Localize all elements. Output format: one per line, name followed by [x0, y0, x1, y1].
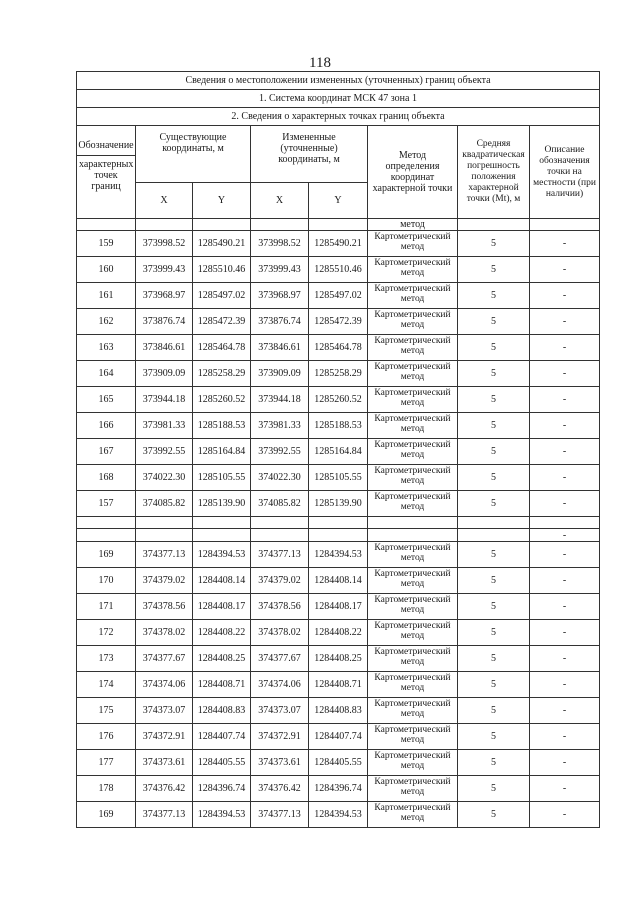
description-cell: -	[530, 646, 600, 672]
table-row	[77, 387, 600, 413]
existing-x: 374022.30	[136, 465, 193, 491]
changed-x: 374372.91	[251, 724, 309, 750]
changed-y: 1285472.39	[309, 309, 368, 335]
existing-y: 1285497.02	[193, 283, 251, 309]
existing-y: 1284396.74	[193, 776, 251, 802]
point-number: 169	[77, 542, 136, 568]
existing-y: 1284408.71	[193, 672, 251, 698]
changed-x: 373992.55	[251, 439, 309, 465]
changed-y: 1285105.55	[309, 465, 368, 491]
existing-y: 1285258.29	[193, 361, 251, 387]
changed-x: 374377.13	[251, 802, 309, 828]
method-cell: Картометрический метод	[368, 335, 458, 361]
boundary-points-table	[76, 71, 600, 828]
point-number: 161	[77, 283, 136, 309]
changed-y: 1284408.71	[309, 672, 368, 698]
changed-y: 1285139.90	[309, 491, 368, 517]
changed-y: 1284408.22	[309, 620, 368, 646]
existing-y: 1284408.22	[193, 620, 251, 646]
table-row	[77, 335, 600, 361]
table-title: Сведения о местоположении измененных (уточненных) границ объекта	[77, 72, 600, 90]
point-number: 174	[77, 672, 136, 698]
table-row	[77, 231, 600, 257]
header-existing-y: Y	[193, 183, 251, 219]
accuracy-cell: 5	[458, 465, 530, 491]
changed-y: 1285510.46	[309, 257, 368, 283]
accuracy-cell: 5	[458, 413, 530, 439]
gap-row	[77, 517, 600, 529]
changed-y: 1285464.78	[309, 335, 368, 361]
changed-y: 1285164.84	[309, 439, 368, 465]
point-number: 173	[77, 646, 136, 672]
table-row	[77, 283, 600, 309]
accuracy-cell: 5	[458, 750, 530, 776]
table-row	[77, 620, 600, 646]
description-cell: -	[530, 724, 600, 750]
changed-y: 1284408.14	[309, 568, 368, 594]
changed-x: 374379.02	[251, 568, 309, 594]
header-existing-x: X	[136, 183, 193, 219]
existing-x: 373998.52	[136, 231, 193, 257]
existing-x: 373909.09	[136, 361, 193, 387]
changed-x: 374376.42	[251, 776, 309, 802]
point-number: 166	[77, 413, 136, 439]
point-number: 163	[77, 335, 136, 361]
method-cell: Картометрический метод	[368, 646, 458, 672]
method-cell: Картометрический метод	[368, 309, 458, 335]
existing-x: 373944.18	[136, 387, 193, 413]
table-row	[77, 698, 600, 724]
changed-x: 374085.82	[251, 491, 309, 517]
changed-y: 1284408.83	[309, 698, 368, 724]
header-changed-x: X	[251, 183, 309, 219]
description-cell: -	[530, 283, 600, 309]
existing-y: 1285464.78	[193, 335, 251, 361]
existing-y: 1284408.25	[193, 646, 251, 672]
method-cell: Картометрический метод	[368, 231, 458, 257]
changed-y: 1285188.53	[309, 413, 368, 439]
changed-y: 1285258.29	[309, 361, 368, 387]
accuracy-cell: 5	[458, 724, 530, 750]
stray-method-text: метод	[368, 219, 458, 231]
existing-x: 374379.02	[136, 568, 193, 594]
header-method: Метод определения координат характерной точки	[368, 126, 458, 219]
method-cell: Картометрический метод	[368, 724, 458, 750]
changed-x: 374373.07	[251, 698, 309, 724]
changed-y: 1284396.74	[309, 776, 368, 802]
point-number: 170	[77, 568, 136, 594]
method-cell: Картометрический метод	[368, 568, 458, 594]
table-row	[77, 491, 600, 517]
existing-x: 373876.74	[136, 309, 193, 335]
changed-x: 373999.43	[251, 257, 309, 283]
method-cell: Картометрический метод	[368, 594, 458, 620]
method-cell: Картометрический метод	[368, 283, 458, 309]
existing-x: 373981.33	[136, 413, 193, 439]
description-cell: -	[530, 750, 600, 776]
existing-y: 1285472.39	[193, 309, 251, 335]
changed-x: 373968.97	[251, 283, 309, 309]
accuracy-cell: 5	[458, 698, 530, 724]
method-cell: Картометрический метод	[368, 413, 458, 439]
changed-x: 374377.13	[251, 542, 309, 568]
changed-y: 1285260.52	[309, 387, 368, 413]
existing-x: 374377.67	[136, 646, 193, 672]
table-row	[77, 802, 600, 828]
changed-x: 374373.61	[251, 750, 309, 776]
description-cell: -	[530, 620, 600, 646]
existing-y: 1284394.53	[193, 542, 251, 568]
page-number: 118	[309, 55, 331, 71]
point-number: 171	[77, 594, 136, 620]
changed-x: 373909.09	[251, 361, 309, 387]
changed-y: 1284408.25	[309, 646, 368, 672]
description-cell: -	[530, 802, 600, 828]
description-cell: -	[530, 309, 600, 335]
existing-y: 1285510.46	[193, 257, 251, 283]
description-cell: -	[530, 387, 600, 413]
changed-x: 373981.33	[251, 413, 309, 439]
existing-x: 374372.91	[136, 724, 193, 750]
table-row	[77, 413, 600, 439]
accuracy-cell: 5	[458, 491, 530, 517]
method-cell: Картометрический метод	[368, 257, 458, 283]
table-row	[77, 594, 600, 620]
changed-x: 374378.02	[251, 620, 309, 646]
table-row	[77, 542, 600, 568]
changed-x: 374374.06	[251, 672, 309, 698]
changed-x: 373944.18	[251, 387, 309, 413]
existing-x: 374085.82	[136, 491, 193, 517]
header-description: Описание обозначения точки на местности (при наличии)	[530, 126, 600, 219]
method-cell: Картометрический метод	[368, 802, 458, 828]
description-cell: -	[530, 257, 600, 283]
table-row	[77, 257, 600, 283]
changed-y: 1284405.55	[309, 750, 368, 776]
existing-y: 1284408.17	[193, 594, 251, 620]
point-number: 172	[77, 620, 136, 646]
description-cell: -	[530, 231, 600, 257]
point-number: 160	[77, 257, 136, 283]
changed-y: 1284407.74	[309, 724, 368, 750]
accuracy-cell: 5	[458, 361, 530, 387]
point-number: 157	[77, 491, 136, 517]
existing-x: 374378.02	[136, 620, 193, 646]
table-row	[77, 465, 600, 491]
existing-y: 1285105.55	[193, 465, 251, 491]
changed-y: 1285490.21	[309, 231, 368, 257]
table-row	[77, 439, 600, 465]
changed-x: 373846.61	[251, 335, 309, 361]
table-row	[77, 750, 600, 776]
point-number: 159	[77, 231, 136, 257]
existing-y: 1284394.53	[193, 802, 251, 828]
changed-x: 373998.52	[251, 231, 309, 257]
method-cell: Картометрический метод	[368, 387, 458, 413]
existing-x: 374377.13	[136, 542, 193, 568]
accuracy-cell: 5	[458, 646, 530, 672]
accuracy-cell: 5	[458, 594, 530, 620]
existing-y: 1285139.90	[193, 491, 251, 517]
accuracy-cell: 5	[458, 802, 530, 828]
existing-x: 374373.07	[136, 698, 193, 724]
changed-y: 1284394.53	[309, 542, 368, 568]
accuracy-cell: 5	[458, 309, 530, 335]
method-cell: Картометрический метод	[368, 439, 458, 465]
description-cell: -	[530, 465, 600, 491]
method-cell: Картометрический метод	[368, 620, 458, 646]
table-row	[77, 309, 600, 335]
point-number: 176	[77, 724, 136, 750]
table-row	[77, 361, 600, 387]
existing-x: 373968.97	[136, 283, 193, 309]
description-cell: -	[530, 439, 600, 465]
accuracy-cell: 5	[458, 620, 530, 646]
gap-dash: -	[530, 529, 600, 542]
description-cell: -	[530, 335, 600, 361]
point-number: 167	[77, 439, 136, 465]
header-designation-bottom: характерных точек границ	[79, 159, 134, 192]
method-cell: Картометрический метод	[368, 491, 458, 517]
table-row	[77, 672, 600, 698]
existing-x: 374378.56	[136, 594, 193, 620]
existing-x: 374373.61	[136, 750, 193, 776]
point-number: 168	[77, 465, 136, 491]
point-number: 175	[77, 698, 136, 724]
header-designation-top: Обозначение	[77, 138, 135, 156]
existing-x: 373999.43	[136, 257, 193, 283]
description-cell: -	[530, 776, 600, 802]
header-changed-y: Y	[309, 183, 368, 219]
description-cell: -	[530, 672, 600, 698]
existing-x: 373992.55	[136, 439, 193, 465]
description-cell: -	[530, 361, 600, 387]
changed-x: 373876.74	[251, 309, 309, 335]
coordinate-system: 1. Система координат МСК 47 зона 1	[77, 90, 600, 108]
description-cell: -	[530, 491, 600, 517]
header-designation	[77, 126, 136, 219]
accuracy-cell: 5	[458, 335, 530, 361]
method-cell: Картометрический метод	[368, 750, 458, 776]
changed-x: 374378.56	[251, 594, 309, 620]
accuracy-cell: 5	[458, 257, 530, 283]
existing-x: 374374.06	[136, 672, 193, 698]
accuracy-cell: 5	[458, 776, 530, 802]
existing-y: 1284408.14	[193, 568, 251, 594]
header-changed: Измененные (уточненные) координаты, м	[251, 126, 368, 183]
accuracy-cell: 5	[458, 568, 530, 594]
point-number: 178	[77, 776, 136, 802]
existing-y: 1285188.53	[193, 413, 251, 439]
header-existing: Существующие координаты, м	[136, 126, 251, 183]
existing-y: 1285490.21	[193, 231, 251, 257]
accuracy-cell: 5	[458, 542, 530, 568]
gap-row	[77, 529, 600, 542]
header-accuracy: Средняя квадратическая погрешность положения характерной точки (Mt), м	[458, 126, 530, 219]
description-cell: -	[530, 594, 600, 620]
accuracy-cell: 5	[458, 231, 530, 257]
method-cell: Картометрический метод	[368, 698, 458, 724]
table-row	[77, 776, 600, 802]
point-number: 162	[77, 309, 136, 335]
point-number: 169	[77, 802, 136, 828]
table-row	[77, 646, 600, 672]
existing-x: 374376.42	[136, 776, 193, 802]
existing-y: 1284408.83	[193, 698, 251, 724]
existing-y: 1284407.74	[193, 724, 251, 750]
changed-x: 374022.30	[251, 465, 309, 491]
accuracy-cell: 5	[458, 387, 530, 413]
existing-y: 1285260.52	[193, 387, 251, 413]
changed-y: 1284394.53	[309, 802, 368, 828]
existing-x: 373846.61	[136, 335, 193, 361]
points-section-title: 2. Сведения о характерных точках границ объекта	[77, 108, 600, 126]
description-cell: -	[530, 542, 600, 568]
point-number: 165	[77, 387, 136, 413]
method-cell: Картометрический метод	[368, 465, 458, 491]
changed-x: 374377.67	[251, 646, 309, 672]
method-cell: Картометрический метод	[368, 776, 458, 802]
accuracy-cell: 5	[458, 672, 530, 698]
method-cell: Картометрический метод	[368, 672, 458, 698]
existing-x: 374377.13	[136, 802, 193, 828]
accuracy-cell: 5	[458, 283, 530, 309]
table-row	[77, 568, 600, 594]
existing-y: 1285164.84	[193, 439, 251, 465]
point-number: 177	[77, 750, 136, 776]
changed-y: 1284408.17	[309, 594, 368, 620]
changed-y: 1285497.02	[309, 283, 368, 309]
accuracy-cell: 5	[458, 439, 530, 465]
method-cell: Картометрический метод	[368, 361, 458, 387]
method-cell: Картометрический метод	[368, 542, 458, 568]
description-cell: -	[530, 698, 600, 724]
description-cell: -	[530, 568, 600, 594]
existing-y: 1284405.55	[193, 750, 251, 776]
point-number: 164	[77, 361, 136, 387]
description-cell: -	[530, 413, 600, 439]
table-row	[77, 724, 600, 750]
